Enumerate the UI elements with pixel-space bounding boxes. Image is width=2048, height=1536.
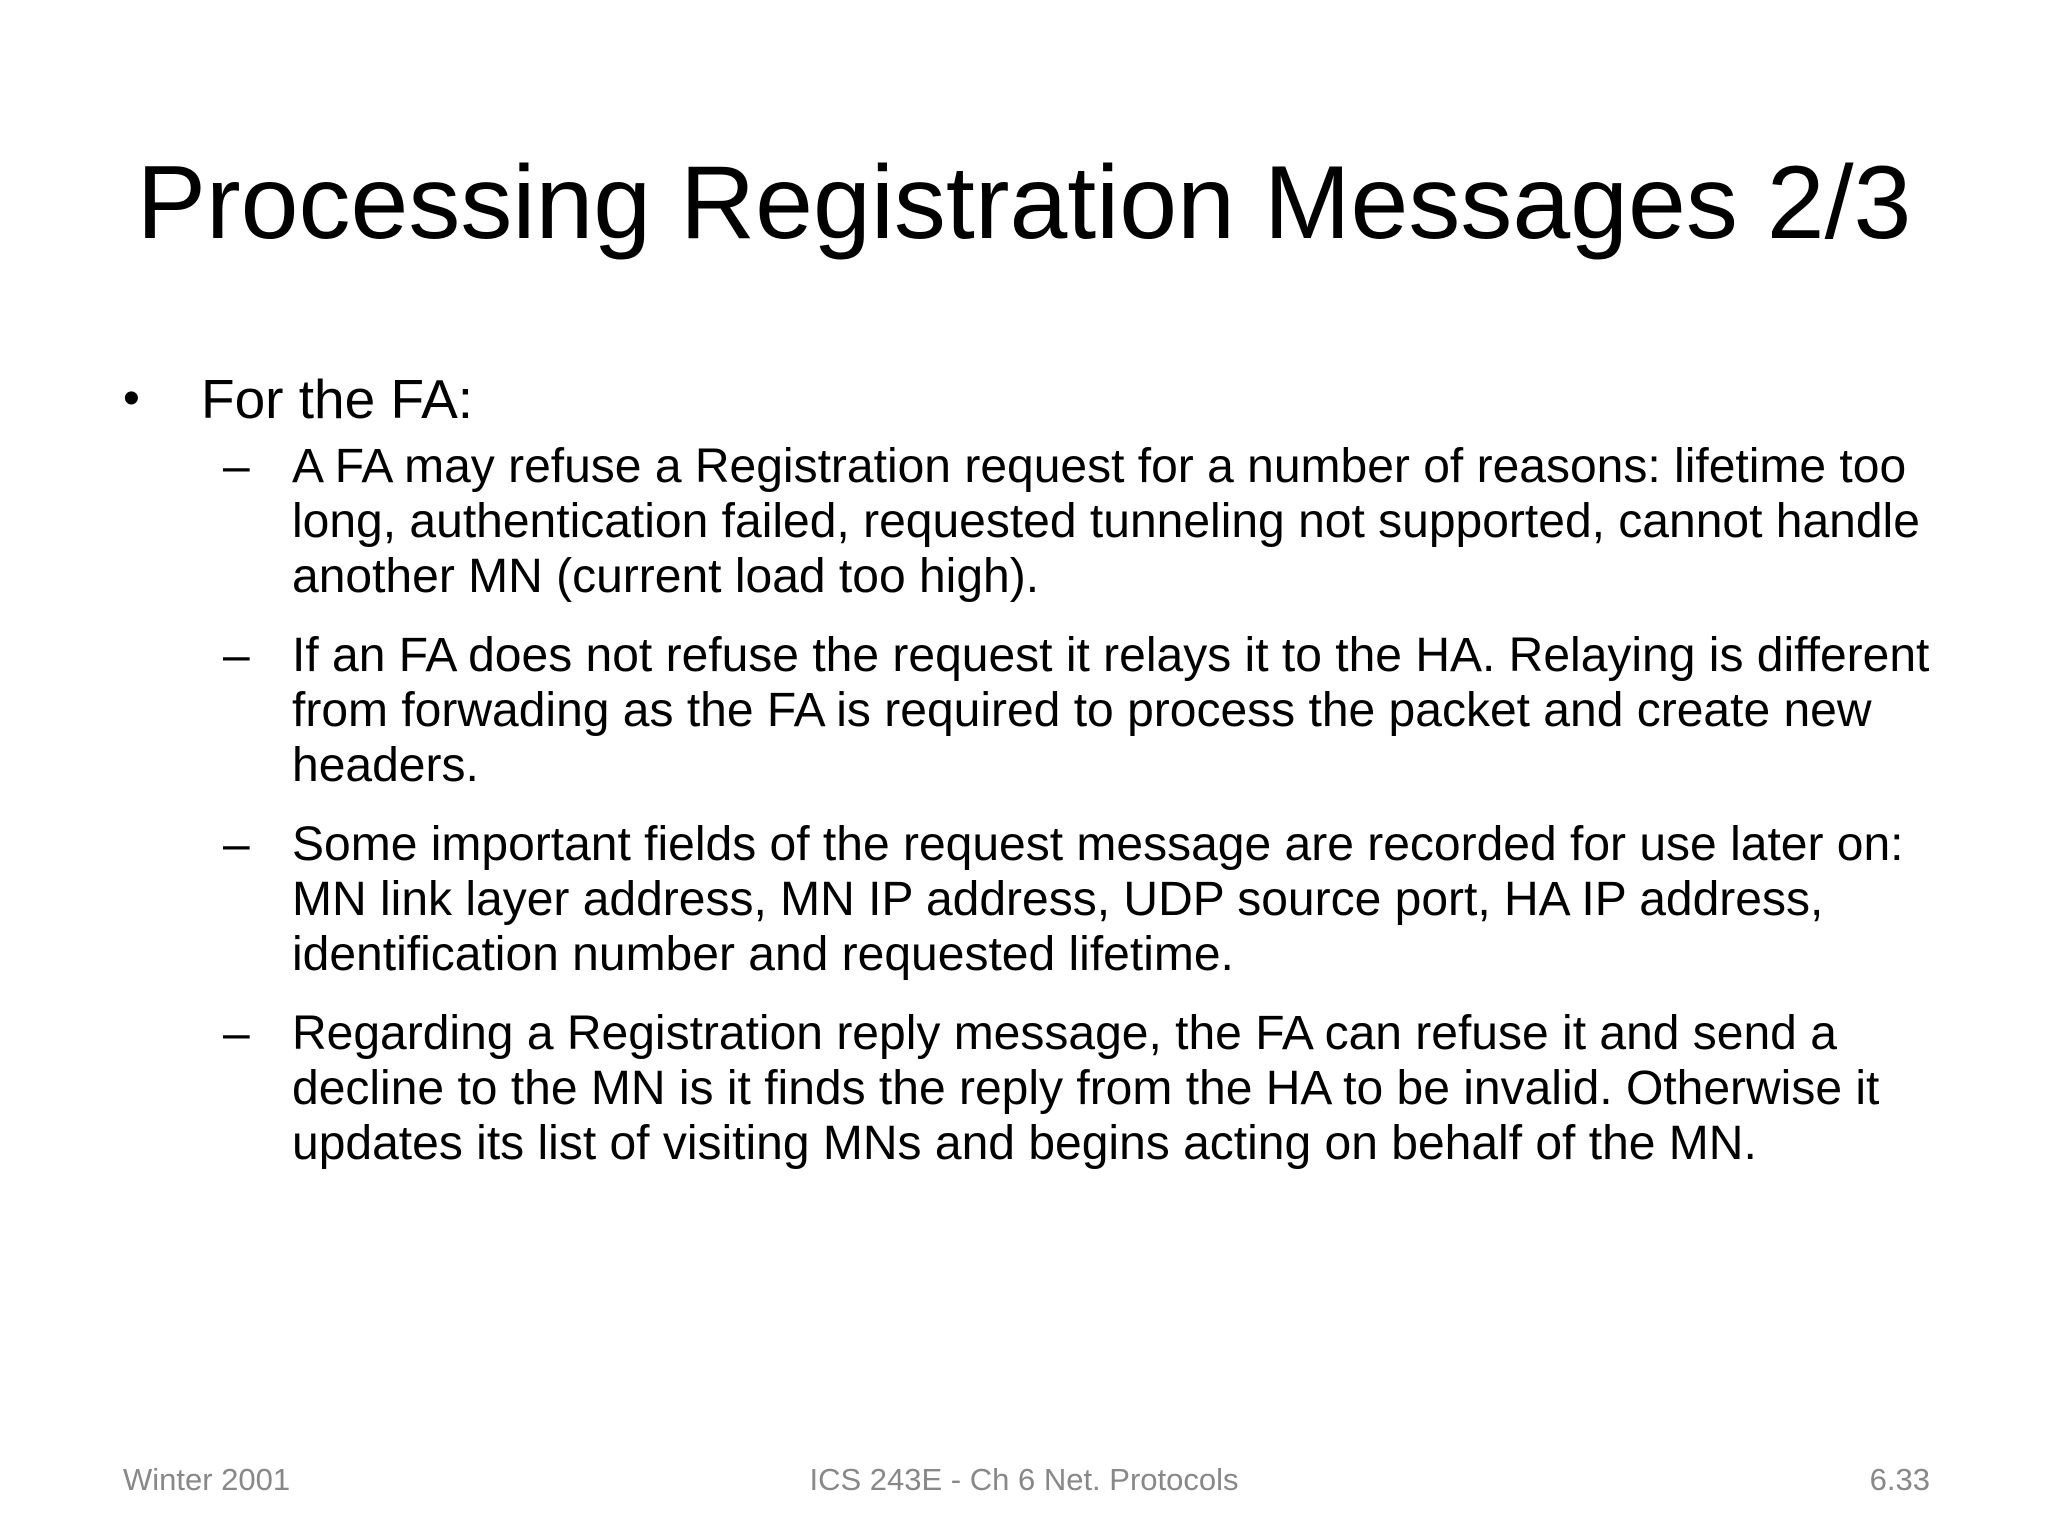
dash-icon: – bbox=[223, 1007, 250, 1060]
sub-bullet-text: If an FA does not refuse the request it relays it to the HA. Relaying is different from forwading as the FA is required to process the packet and create new headers. bbox=[292, 629, 1930, 792]
bullet-text: For the FA: bbox=[201, 368, 474, 430]
slide-content bbox=[123, 365, 1953, 1195]
sub-bullet-item bbox=[223, 1006, 1953, 1171]
sub-bullet-text: A FA may refuse a Registration request for a number of reasons: lifetime too long, authentication failed, requested tunneling not supported, cannot handle another MN (current load too high). bbox=[292, 440, 1920, 603]
sub-bullet-item bbox=[223, 628, 1953, 793]
dash-icon: – bbox=[223, 629, 250, 682]
sub-bullet-text: Regarding a Registration reply message, the FA can refuse it and send a decline to the MN is it finds the reply from the HA to be invalid. Otherwise it updates its list of visiting MNs and begins acting on behalf of the MN. bbox=[292, 1007, 1880, 1170]
sub-bullet-list bbox=[123, 439, 1953, 1171]
sub-bullet-item bbox=[223, 439, 1953, 604]
footer-date: Winter 2001 bbox=[123, 1462, 291, 1497]
sub-bullet-text: Some important fields of the request message are recorded for use later on: MN link layer address, MN IP address, UDP source port, HA IP address, identification number and requested lifetime. bbox=[292, 818, 1904, 981]
slide-title: Processing Registration Messages 2/3 bbox=[136, 145, 1912, 261]
footer-slide-number: 6.33 bbox=[1869, 1462, 1930, 1497]
dash-icon: – bbox=[223, 440, 250, 493]
sub-bullet-item bbox=[223, 817, 1953, 982]
footer-course: ICS 243E - Ch 6 Net. Protocols bbox=[809, 1462, 1239, 1497]
bullet-item bbox=[123, 365, 1953, 433]
bullet-icon: • bbox=[123, 372, 140, 425]
dash-icon: – bbox=[223, 818, 250, 871]
